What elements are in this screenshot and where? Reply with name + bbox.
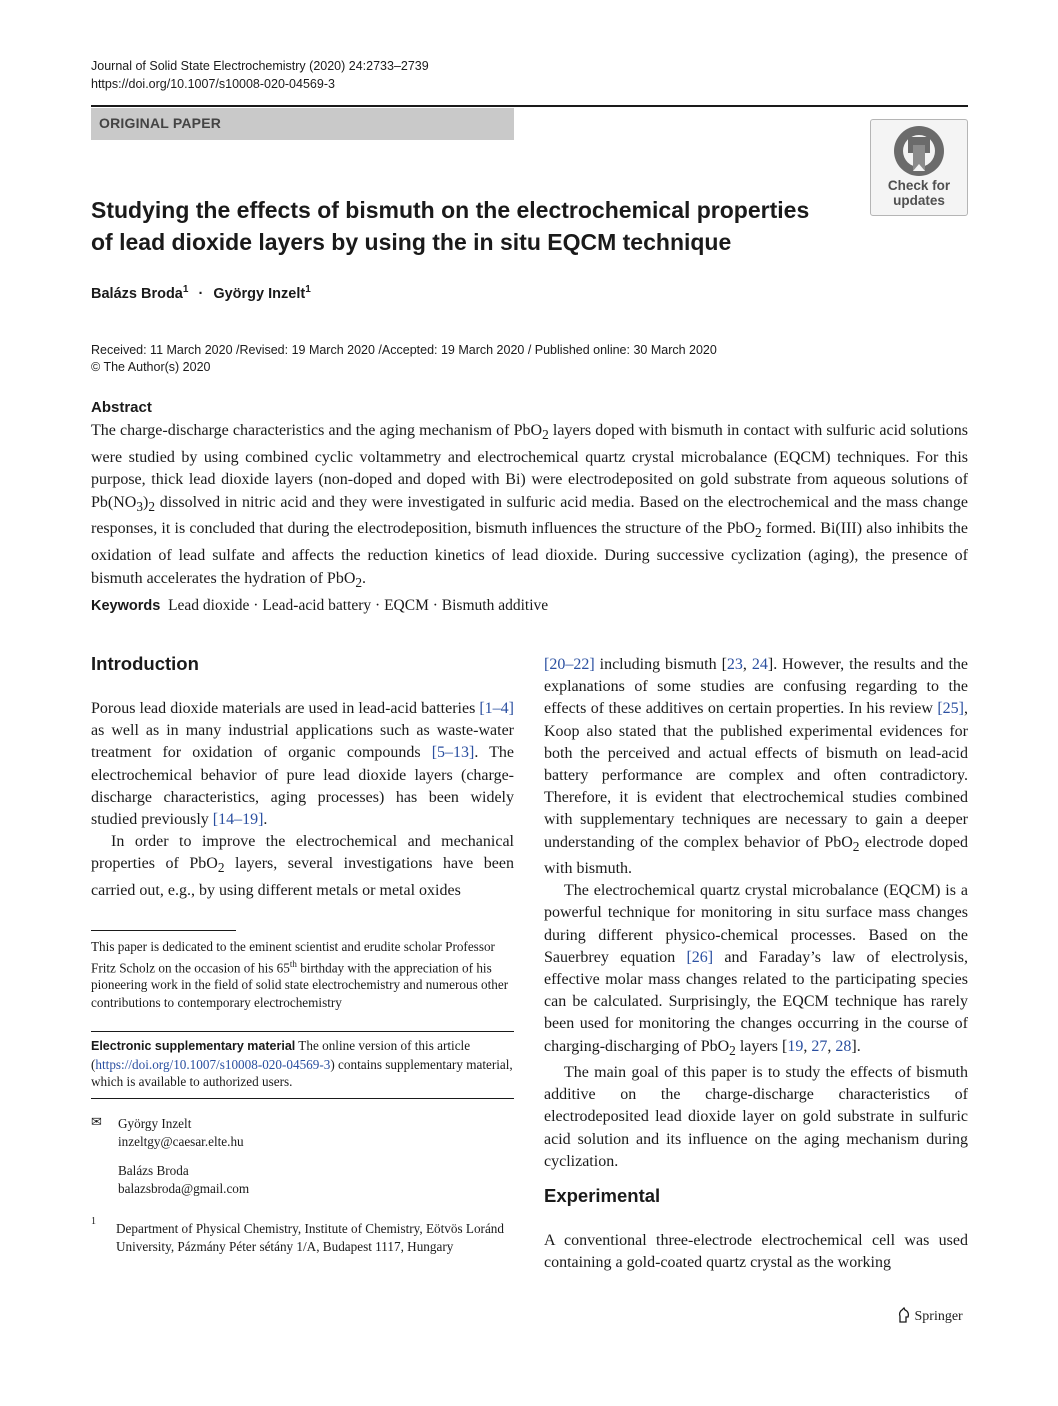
paragraph: [20–22] including bismuth [23, 24]. However, the results and the explanations of some studies are confusing regarding to the effects of these additives on certain properties. In his review [25], Koop also stated that the published experimental evidences for both the perceived and actual effects of bismuth on lead-acid battery performance are complex and often contradictory. Therefore, it is evident that electrochemical studies combined with supplementary techniques are necessary to gain a deeper understanding of the complex behavior of PbO$_2$ electrode doped with bismuth. <box>544 656 968 878</box>
publisher-name: Springer <box>914 1309 963 1324</box>
publisher-logo <box>897 1307 963 1325</box>
keywords-label: Keywords <box>91 598 161 614</box>
paragraph: Porous lead dioxide materials are used in lead-acid batteries [1–4] as well as in many industrial applications such as waste-water treatment for oxidation of organic compounds [5–13]. The electrochemical behavior of pure lead dioxide layers (charge-discharge characteristics, aging processes) has been widely studied previously [14–19]. <box>91 700 514 829</box>
paragraph: A conventional three-electrode electrochemical cell was used containing a gold-coated quartz crystal as the working <box>544 1232 968 1272</box>
abstract-heading: Abstract <box>91 399 152 416</box>
springer-horse-icon <box>897 1307 911 1323</box>
journal-header <box>91 57 429 93</box>
esm-link[interactable]: https://doi.org/10.1007/s10008-020-04569-3 <box>95 1056 331 1072</box>
crossmark-icon <box>871 120 967 180</box>
contact-email[interactable]: inzeltgy@caesar.elte.hu <box>118 1133 244 1149</box>
section-label: ORIGINAL PAPER <box>99 115 222 131</box>
paragraph: The electrochemical quartz crystal microbalance (EQCM) is a powerful technique for monitoring in situ surface mass changes during different physico-chemical processes. Based on the Sauerbrey equation [26] and Faraday’s law of electrolysis, effective molar mass changes related to the participating species can be calculated. Surprisingly, the EQCM technique has rarely been used for monitoring the changes occurring in the course of charging-discharging of PbO$_2$ layers [19, 27, 28]. <box>544 882 968 1058</box>
check-for-updates-badge[interactable] <box>870 119 968 216</box>
abstract-text: The charge-discharge characteristics and the aging mechanism of PbO$_2$ layers doped with bismuth in contact with sulfuric acid solutions were studied by using combined cyclic voltammetry and electrochemical quartz crystal microbalance (EQCM) techniques. For this purpose, thick lead dioxide layers (non-doped and doped with Bi) were electrodeposited on gold substrate from aqueous solutions of $Pb(NO_3)_2$ dissolved in nitric acid and they were investigated in sulfuric acid media. Based on the electrochemical and the mass change responses, it is concluded that during the electrodeposition, bismuth influences the structure of the PbO$_2$ formed. Bi(III) also inhibits the oxidation of lead sulfate and affects the reduction kinetics of lead dioxide. During successive cyclization (aging), the presence of bismuth accelerates the hydration of PbO$_2$. <box>91 422 969 590</box>
citation-link[interactable]: 27 <box>811 1037 828 1055</box>
citation-link[interactable]: 23 <box>726 656 743 673</box>
paragraph: The main goal of this paper is to study the effects of bismuth additive on the charge-discharge characteristics of electrodeposited lead dioxide layer on gold substrate in sulfuric acid solution and its influence on the aging mechanism during cyclization. <box>544 1064 968 1170</box>
copyright-line: © The Author(s) 2020 <box>91 360 211 374</box>
citation-link[interactable]: [14–19] <box>212 811 264 829</box>
keywords-list: Lead dioxide · Lead-acid battery · EQCM · Bismuth additive <box>168 597 549 614</box>
contact-name: Balázs Broda <box>118 1163 189 1178</box>
experimental-body <box>544 1230 968 1274</box>
author-list: Balázs Broda$^1$ · György Inzelt$^1$ <box>91 284 311 302</box>
dedication-footnote: This paper is dedicated to the eminent scientist and erudite scholar Professor Fritz Scholz on the occasion of his 65th birthday with the appreciation of his pioneering work in the field of solid state electrochemistry and numerous other contributions to contemporary electrochemistry <box>91 939 509 1010</box>
citation-link[interactable]: 28 <box>835 1037 852 1055</box>
citation-link[interactable]: [20–22] <box>544 656 595 673</box>
journal-citation: Journal of Solid State Electrochemistry (2020) 24:2733–2739 <box>91 59 429 73</box>
header-rule <box>91 105 968 107</box>
copyright-icon: © <box>91 360 101 374</box>
citation-link[interactable]: [26] <box>686 948 714 966</box>
citation-link[interactable]: [25] <box>937 700 964 718</box>
author-name[interactable]: György Inzelt <box>213 285 306 302</box>
footnote-divider <box>91 1031 514 1032</box>
left-column-body <box>91 698 514 902</box>
crossmark-label: Check for updates <box>887 178 951 208</box>
affiliation-text: Department of Physical Chemistry, Institute of Chemistry, Eötvös Loránd University, Pázmány Péter sétány 1/A, Budapest 1117, Hungary <box>116 1221 504 1254</box>
contact-name: György Inzelt <box>118 1116 192 1131</box>
citation-link[interactable]: 24 <box>751 656 768 673</box>
citation-link[interactable]: 19 <box>787 1037 804 1055</box>
keywords <box>91 597 548 615</box>
paragraph: In order to improve the electrochemical and mechanical properties of PbO$_2$ layers, several investigations have been carried out, e.g., by using different metals or metal oxides <box>91 833 515 899</box>
doi-link[interactable]: https://doi.org/10.1007/s10008-020-04569-3 <box>91 77 335 91</box>
footnote-divider <box>91 930 236 931</box>
footnote-divider <box>91 1098 514 1099</box>
contact-email[interactable]: balazsbroda@gmail.com <box>118 1180 250 1196</box>
affiliation-number: 1 <box>91 1216 96 1227</box>
article-title: Studying the effects of bismuth on the electrochemical properties of lead dioxide layers by using the in situ EQCM technique <box>91 197 810 255</box>
experimental-heading: Experimental <box>544 1185 661 1206</box>
citation-link[interactable]: [5–13] <box>431 744 475 762</box>
esm-footnote: Electronic supplementary material The online version of this article (https://doi.org/10.1007/s10008-020-04569-3) contains supplementary material, which is available to authorized users. <box>91 1038 513 1089</box>
envelope-icon: ✉ <box>91 1114 102 1129</box>
author-name[interactable]: Balázs Broda <box>91 285 183 302</box>
section-banner <box>91 108 514 140</box>
right-column-body <box>544 654 968 1173</box>
article-dates: Received: 11 March 2020 /Revised: 19 March 2020 /Accepted: 19 March 2020 / Published online: 30 March 2020 <box>91 343 717 357</box>
introduction-heading: Introduction <box>91 653 199 674</box>
citation-link[interactable]: [1–4] <box>479 700 514 717</box>
